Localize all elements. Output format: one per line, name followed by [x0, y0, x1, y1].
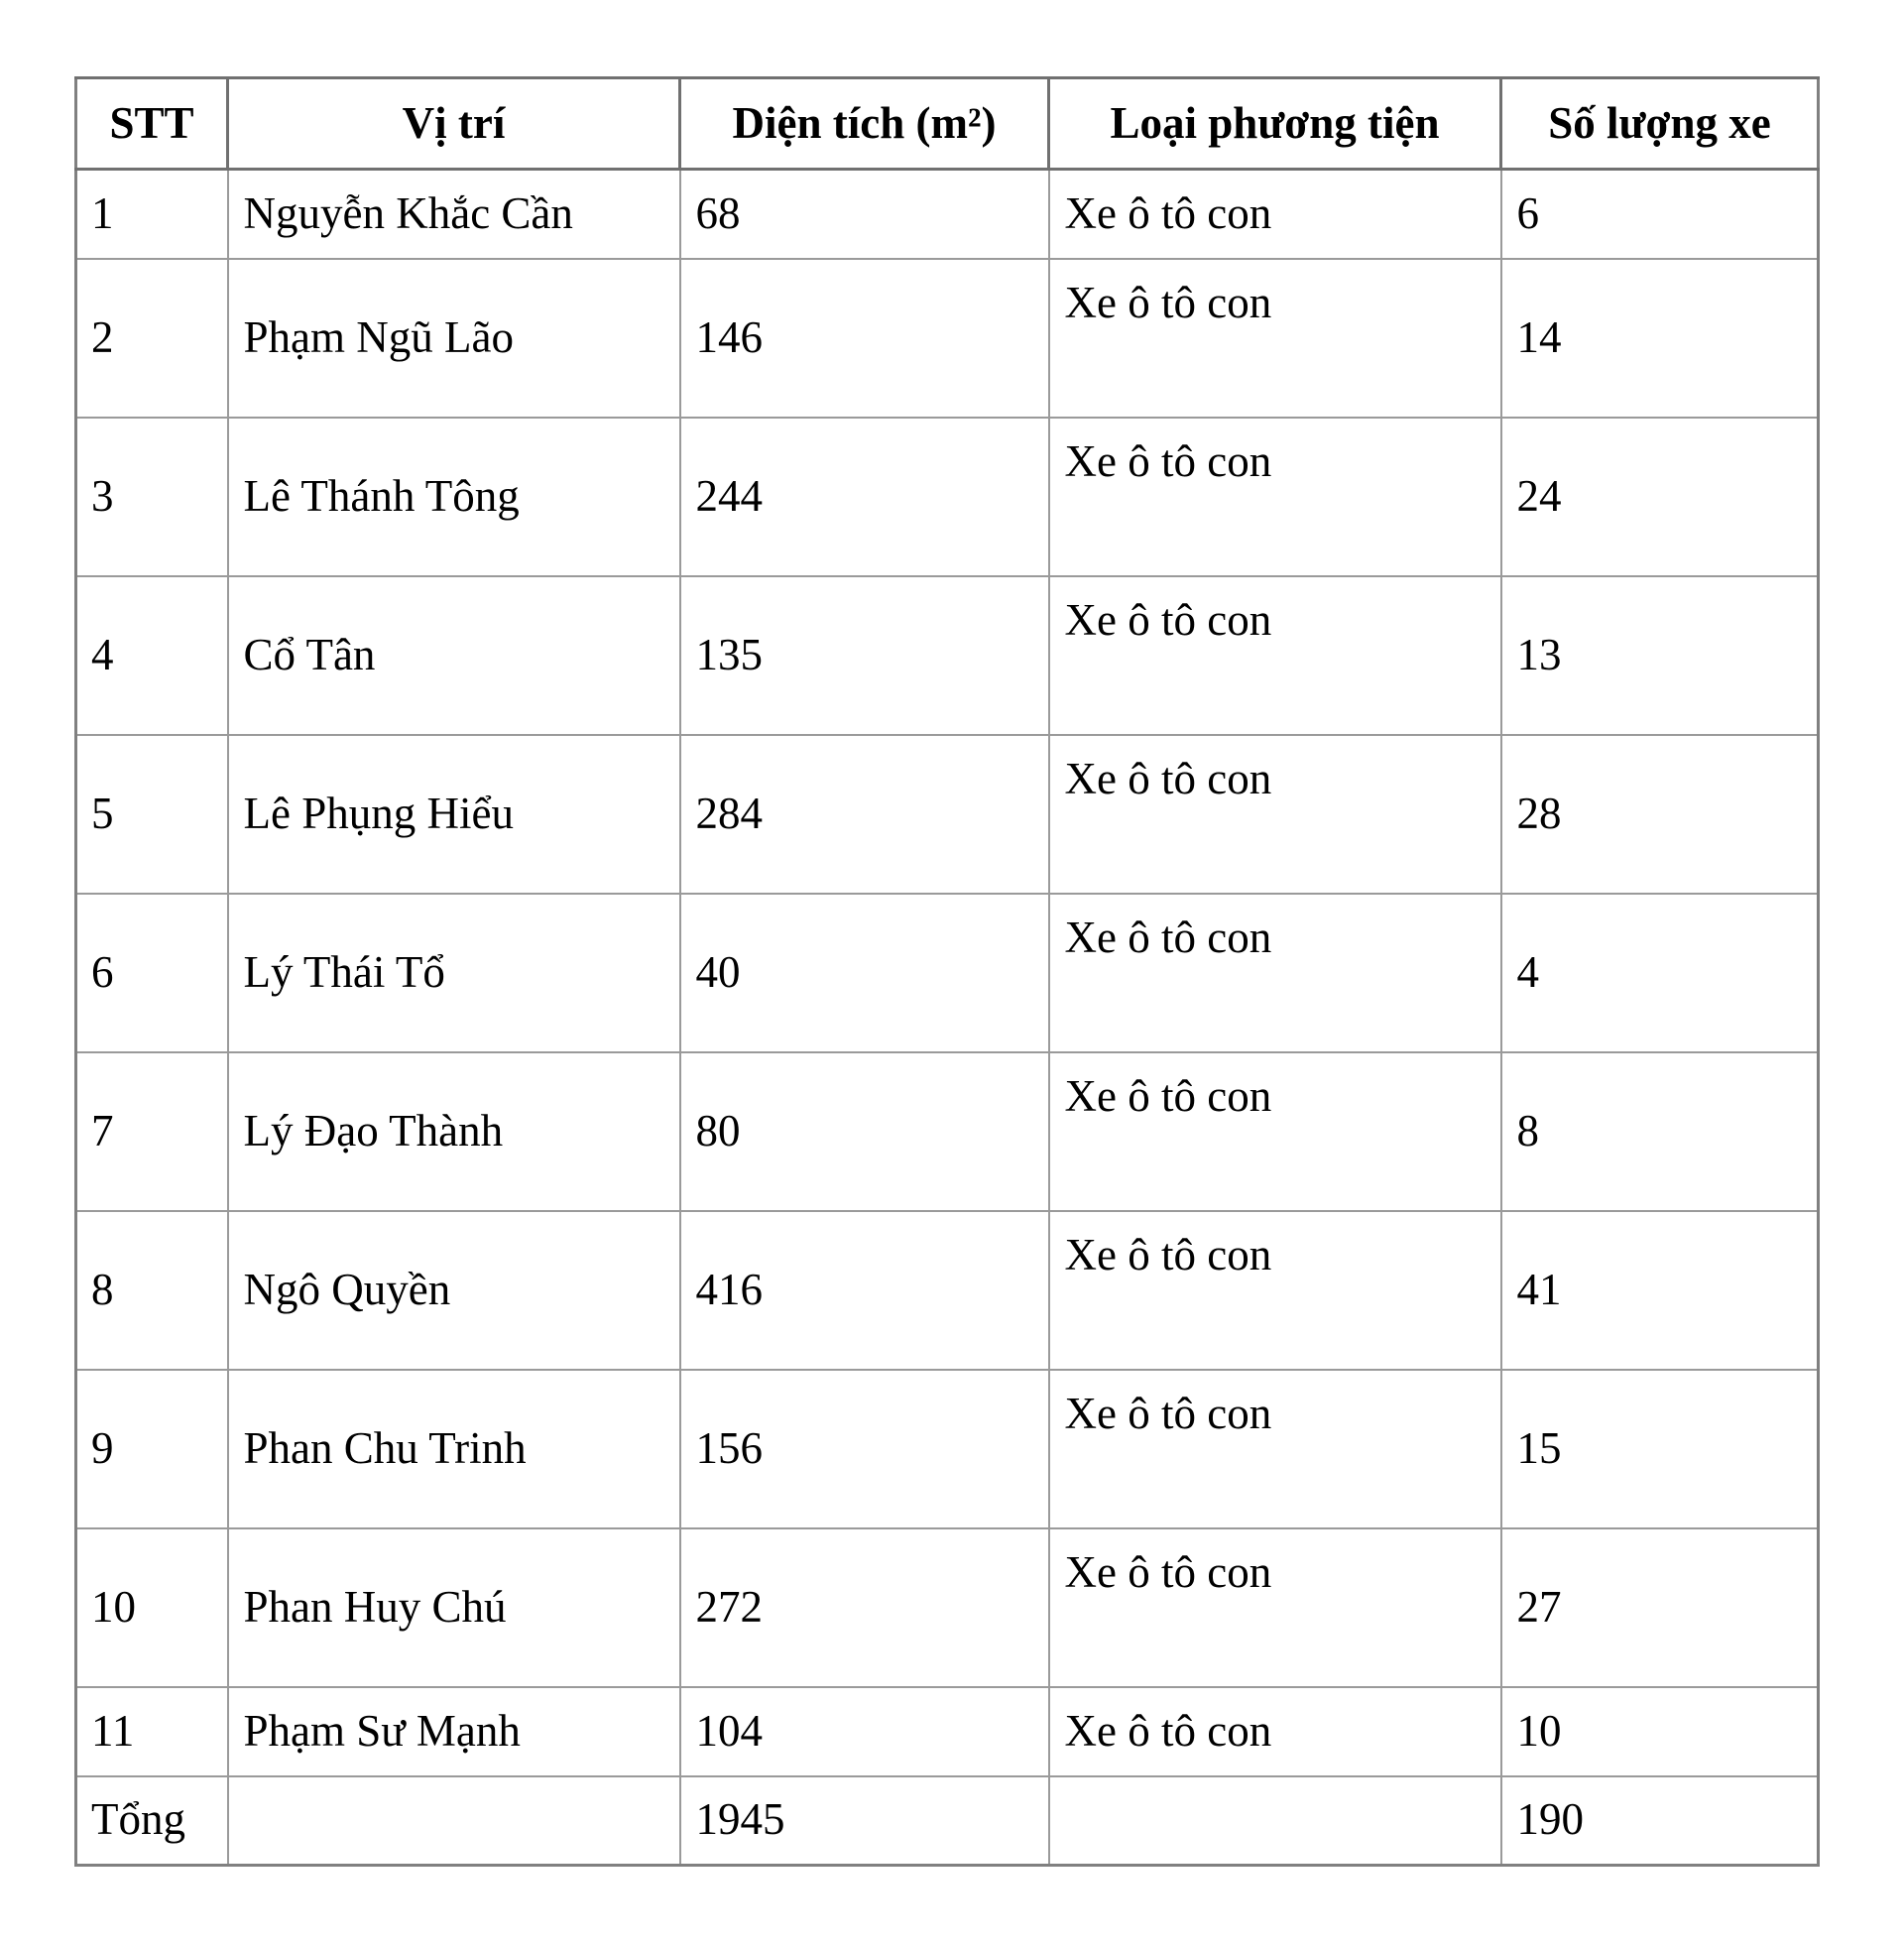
table-body — [76, 170, 1819, 1866]
cell-location: Phan Chu Trinh — [228, 1370, 680, 1528]
cell-vehicle-type: Xe ô tô con — [1049, 1528, 1501, 1687]
cell-stt: 6 — [76, 894, 228, 1052]
table-row — [76, 418, 1819, 576]
cell-area: 156 — [680, 1370, 1049, 1528]
cell-area: 68 — [680, 170, 1049, 259]
total-location — [228, 1776, 680, 1866]
cell-area: 272 — [680, 1528, 1049, 1687]
table-row — [76, 1052, 1819, 1211]
cell-area: 284 — [680, 735, 1049, 894]
cell-area: 244 — [680, 418, 1049, 576]
cell-location: Phạm Ngũ Lão — [228, 259, 680, 418]
cell-stt: 10 — [76, 1528, 228, 1687]
cell-stt: 11 — [76, 1687, 228, 1776]
cell-area: 416 — [680, 1211, 1049, 1370]
cell-vehicle-count: 10 — [1501, 1687, 1819, 1776]
cell-stt: 7 — [76, 1052, 228, 1211]
table-row — [76, 1687, 1819, 1776]
table-row — [76, 1211, 1819, 1370]
cell-vehicle-count: 8 — [1501, 1052, 1819, 1211]
cell-stt: 9 — [76, 1370, 228, 1528]
cell-vehicle-type: Xe ô tô con — [1049, 1687, 1501, 1776]
cell-location: Lê Thánh Tông — [228, 418, 680, 576]
cell-area: 40 — [680, 894, 1049, 1052]
header-stt: STT — [76, 78, 228, 170]
header-vehicle-type: Loại phương tiện — [1049, 78, 1501, 170]
cell-vehicle-type: Xe ô tô con — [1049, 259, 1501, 418]
total-vehicle-count: 190 — [1501, 1776, 1819, 1866]
cell-vehicle-count: 4 — [1501, 894, 1819, 1052]
cell-location: Cổ Tân — [228, 576, 680, 735]
cell-vehicle-count: 14 — [1501, 259, 1819, 418]
cell-stt: 2 — [76, 259, 228, 418]
table-row — [76, 894, 1819, 1052]
cell-vehicle-type: Xe ô tô con — [1049, 735, 1501, 894]
header-area: Diện tích (m²) — [680, 78, 1049, 170]
cell-vehicle-type: Xe ô tô con — [1049, 1370, 1501, 1528]
cell-vehicle-count: 6 — [1501, 170, 1819, 259]
cell-vehicle-count: 15 — [1501, 1370, 1819, 1528]
header-vehicle-count: Số lượng xe — [1501, 78, 1819, 170]
cell-vehicle-type: Xe ô tô con — [1049, 418, 1501, 576]
cell-location: Phạm Sư Mạnh — [228, 1687, 680, 1776]
cell-vehicle-type: Xe ô tô con — [1049, 894, 1501, 1052]
table-row — [76, 170, 1819, 259]
cell-vehicle-type: Xe ô tô con — [1049, 1211, 1501, 1370]
cell-vehicle-count: 27 — [1501, 1528, 1819, 1687]
cell-vehicle-type: Xe ô tô con — [1049, 1052, 1501, 1211]
cell-stt: 8 — [76, 1211, 228, 1370]
cell-location: Lý Đạo Thành — [228, 1052, 680, 1211]
cell-area: 135 — [680, 576, 1049, 735]
cell-location: Lê Phụng Hiểu — [228, 735, 680, 894]
cell-location: Lý Thái Tổ — [228, 894, 680, 1052]
total-vehicle-type — [1049, 1776, 1501, 1866]
cell-vehicle-count: 28 — [1501, 735, 1819, 894]
table-header — [76, 78, 1819, 170]
parking-table-container — [74, 76, 1817, 1867]
cell-location: Ngô Quyền — [228, 1211, 680, 1370]
cell-vehicle-count: 24 — [1501, 418, 1819, 576]
table-row — [76, 259, 1819, 418]
total-area: 1945 — [680, 1776, 1049, 1866]
cell-vehicle-count: 13 — [1501, 576, 1819, 735]
total-row — [76, 1776, 1819, 1866]
total-label: Tổng — [76, 1776, 228, 1866]
cell-stt: 4 — [76, 576, 228, 735]
cell-stt: 5 — [76, 735, 228, 894]
parking-table — [74, 76, 1820, 1867]
cell-vehicle-type: Xe ô tô con — [1049, 170, 1501, 259]
cell-vehicle-count: 41 — [1501, 1211, 1819, 1370]
header-row — [76, 78, 1819, 170]
table-row — [76, 1370, 1819, 1528]
cell-stt: 1 — [76, 170, 228, 259]
table-row — [76, 735, 1819, 894]
cell-area: 104 — [680, 1687, 1049, 1776]
header-location: Vị trí — [228, 78, 680, 170]
cell-location: Phan Huy Chú — [228, 1528, 680, 1687]
table-row — [76, 1528, 1819, 1687]
cell-area: 146 — [680, 259, 1049, 418]
table-row — [76, 576, 1819, 735]
cell-location: Nguyễn Khắc Cần — [228, 170, 680, 259]
cell-area: 80 — [680, 1052, 1049, 1211]
cell-vehicle-type: Xe ô tô con — [1049, 576, 1501, 735]
cell-stt: 3 — [76, 418, 228, 576]
